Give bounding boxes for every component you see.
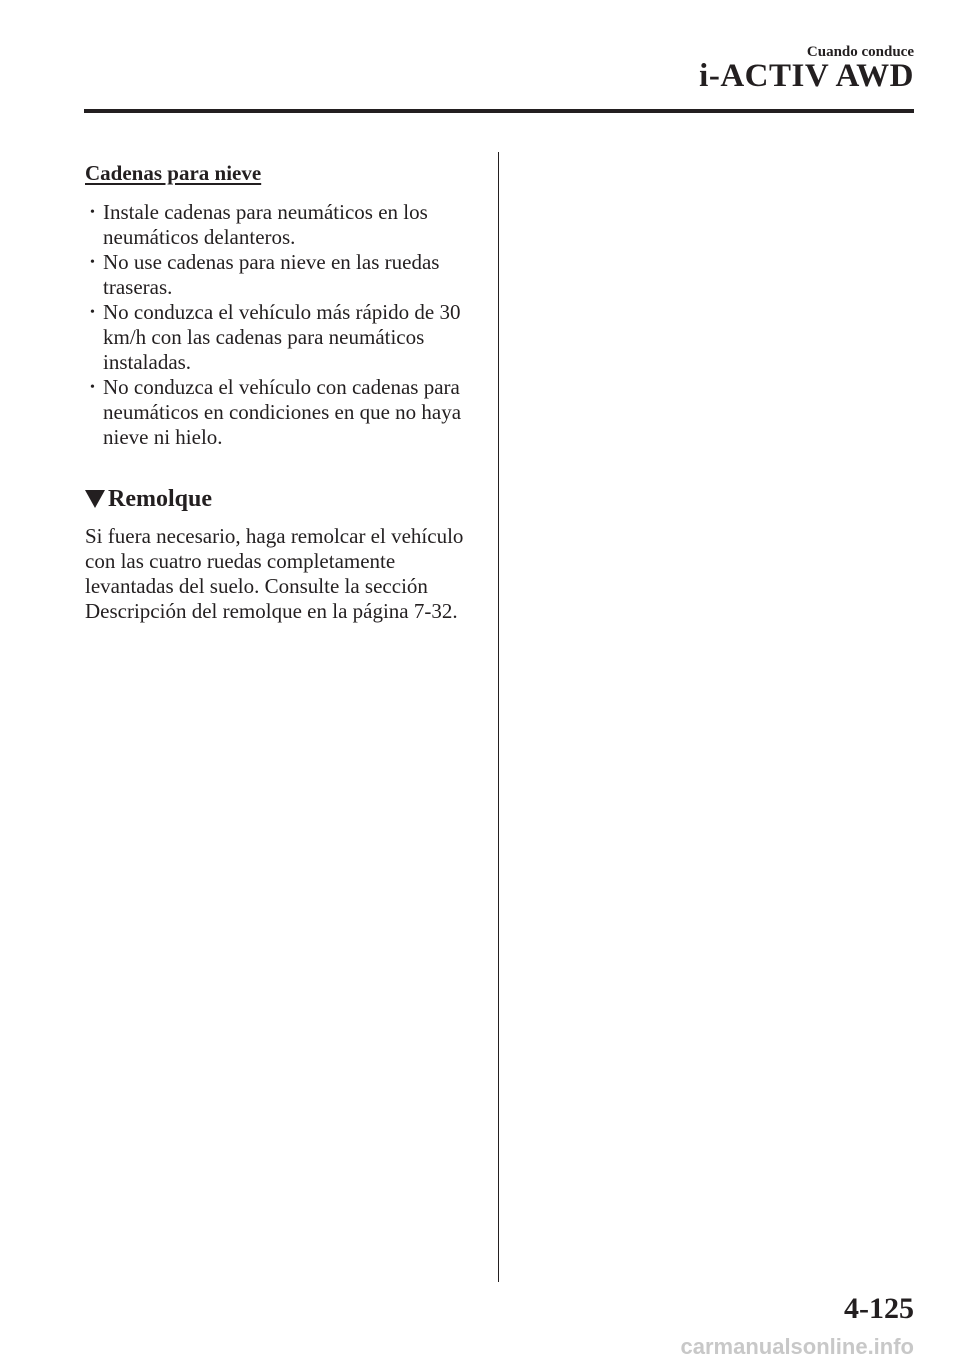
towing-heading xyxy=(85,484,485,514)
column-divider xyxy=(498,152,499,1282)
towing-heading-label: Remolque xyxy=(108,486,212,512)
list-item xyxy=(85,200,485,250)
bullet-icon: • xyxy=(90,255,95,270)
left-column xyxy=(85,158,485,624)
bullet-icon: • xyxy=(90,205,95,220)
list-item xyxy=(85,300,485,375)
bullet-icon: • xyxy=(90,380,95,395)
snow-chains-heading: Cadenas para nieve xyxy=(85,161,262,185)
running-header-section: Cuando conduce xyxy=(806,44,914,60)
list-item xyxy=(85,375,485,450)
list-item-text: No use cadenas para nieve en las ruedas traseras. xyxy=(103,250,440,299)
list-item-text: Instale cadenas para neumáticos en los neumáticos delanteros. xyxy=(103,200,428,249)
snow-chains-list xyxy=(85,200,485,450)
running-header-title: i-ACTIV AWD xyxy=(699,58,914,94)
list-item-text: No conduzca el vehículo más rápido de 30 km/h con las cadenas para neumáticos instaladas. xyxy=(103,300,461,374)
bullet-icon: • xyxy=(90,305,95,320)
towing-paragraph: Si fuera necesario, haga remolcar el vehículo con las cuatro ruedas completamente levantadas del suelo. Consulte la sección Descripción del remolque en la página 7-32. xyxy=(85,524,464,623)
triangle-down-icon xyxy=(85,490,105,508)
list-item-text: No conduzca el vehículo con cadenas para neumáticos en condiciones en que no haya nieve ni hielo. xyxy=(103,375,462,449)
header-rule xyxy=(84,109,914,113)
list-item xyxy=(85,250,485,300)
watermark: carmanualsonline.info xyxy=(680,1334,914,1359)
page-number: 4-125 xyxy=(844,1292,914,1325)
